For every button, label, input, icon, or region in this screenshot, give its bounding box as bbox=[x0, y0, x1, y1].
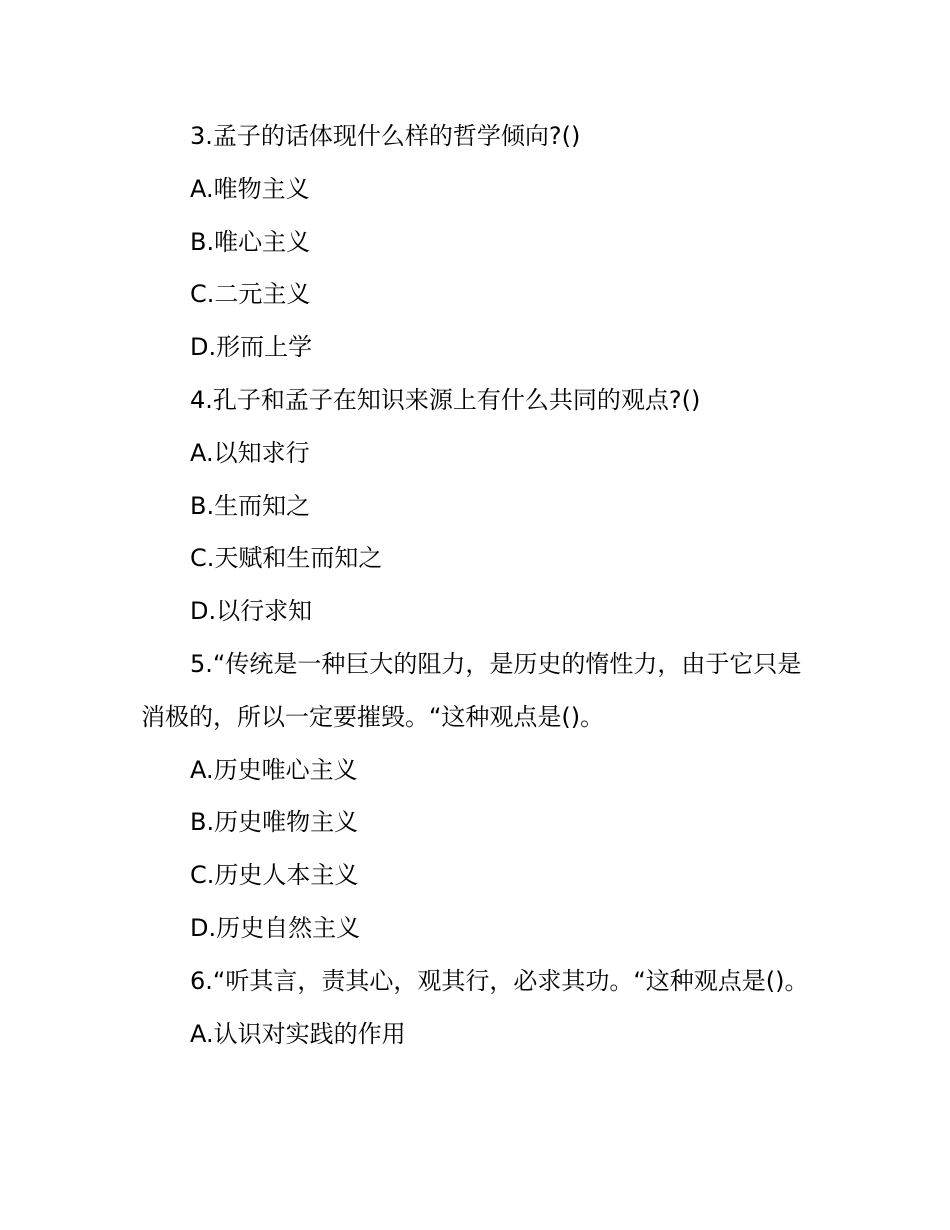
question-3-option-d: D.形而上学 bbox=[190, 333, 313, 362]
question-3-option-b: B.唯心主义 bbox=[190, 227, 311, 256]
question-4: 4.孔子和孟子在知识来源上有什么共同的观点?() bbox=[190, 385, 701, 414]
question-6: 6.“听其言，责其心，观其行，必求其功。“这种观点是()。 bbox=[190, 966, 809, 995]
question-6-option-a: A.认识对实践的作用 bbox=[190, 1019, 406, 1048]
question-5-option-b: B.历史唯物主义 bbox=[190, 808, 359, 837]
question-5-option-c: C.历史人本主义 bbox=[190, 861, 359, 890]
question-3-option-a: A.唯物主义 bbox=[190, 174, 310, 203]
question-4-option-b: B.生而知之 bbox=[190, 491, 311, 520]
document-body bbox=[141, 110, 813, 1060]
question-5-option-d: D.历史自然主义 bbox=[190, 913, 361, 942]
question-3-option-c: C.二元主义 bbox=[190, 280, 311, 309]
question-4-option-c: C.天赋和生而知之 bbox=[190, 544, 383, 573]
question-4-option-d: D.以行求知 bbox=[190, 597, 313, 626]
question-3: 3.孟子的话体现什么样的哲学倾向?() bbox=[190, 122, 581, 150]
question-5: 5.“传统是一种巨大的阻力，是历史的惰性力，由于它只是消极的，所以一定要摧毁。“这种观点是()。 bbox=[141, 649, 802, 731]
question-4-option-a: A.以知求行 bbox=[190, 438, 310, 467]
question-5-option-a: A.历史唯心主义 bbox=[190, 755, 358, 784]
